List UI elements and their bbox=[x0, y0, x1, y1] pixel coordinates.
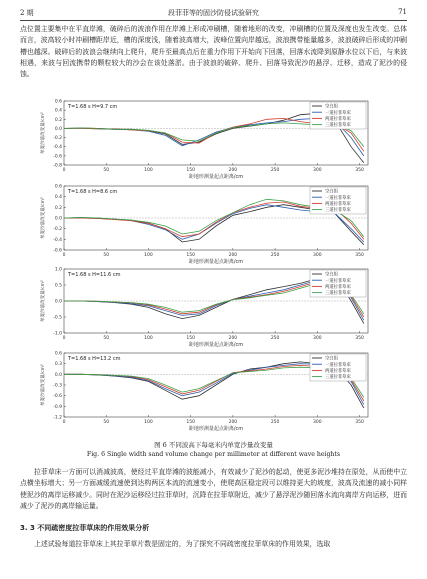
x-tick-label: 300 bbox=[313, 168, 322, 173]
legend-label: 三道拉菲草床 bbox=[325, 123, 351, 129]
legend-label: 空白组 bbox=[325, 272, 338, 278]
x-tick-label: 50 bbox=[103, 336, 110, 341]
legend-label: 三道拉菲草床 bbox=[325, 375, 351, 381]
y-tick-label: -0.9 bbox=[53, 404, 62, 410]
chart-svg-4 bbox=[38, 349, 384, 437]
y-tick-label: -0.6 bbox=[53, 394, 62, 400]
y-axis-label: 单宽沙量改变量/cm² bbox=[41, 197, 46, 239]
x-tick-label: 300 bbox=[313, 336, 322, 341]
x-tick-label: 250 bbox=[270, 336, 280, 341]
y-tick-label: 0.3 bbox=[54, 362, 62, 368]
legend-label: 三道拉菲草床 bbox=[325, 208, 351, 214]
x-tick-label: 200 bbox=[228, 253, 238, 258]
y-tick-label: 0.2 bbox=[54, 205, 62, 211]
x-tick-label: 150 bbox=[186, 253, 195, 258]
x-tick-label: 50 bbox=[103, 253, 110, 258]
paragraph-top: 点位置主要集中在平直岸滩，破碎后的波浪作用在岸滩上形成冲刷槽，随着地形的改变，冲刷槽的位置及深度也发生改变。总体而言，波高较小时冲刷槽距岸近，槽的深度浅，随着波高增大，波峰位置向岸越远，波浪携带能量越多，波浪破碎后形成的冲刷槽也越深。破碎后的波浪会继续向上爬升，爬升至最高点后在重力作用下开始向下回落，回落水流降到原静水位以下后，与来波相遇，来波与回流携带的颗粒较大的沙会在该处落淤。由于波浪的破碎、爬升、回落导致泥沙的悬浮、迁移，造成了泥沙的侵蚀。 bbox=[20, 25, 407, 79]
section-heading: 3. 3 不同疏密度拉菲草床的作用效果分析 bbox=[20, 524, 150, 532]
x-tick-label: 350 bbox=[355, 168, 364, 173]
legend-label: 一道拉菲草床 bbox=[325, 110, 351, 116]
chart-svg-2 bbox=[38, 182, 384, 270]
y-tick-label: -0.8 bbox=[53, 163, 62, 169]
x-axis-label: 距地形测量起点距离/cm bbox=[188, 259, 244, 265]
paragraph-last: 上述试验每道拉菲草床上其拉菲草片数是固定的，为了探究不同疏密度拉菲草床的作用效果，选取 bbox=[34, 540, 331, 548]
panel-annotation: T=1.68 s H=11.6 cm bbox=[68, 272, 121, 278]
x-tick-label: 100 bbox=[144, 420, 153, 425]
x-tick-label: 0 bbox=[62, 168, 66, 173]
x-tick-label: 100 bbox=[144, 253, 153, 258]
legend-label: 两道拉菲草床 bbox=[325, 117, 351, 122]
x-tick-label: 150 bbox=[186, 336, 195, 341]
x-tick-label: 150 bbox=[186, 420, 195, 425]
x-tick-label: 200 bbox=[228, 420, 238, 425]
y-tick-label: 0.5 bbox=[54, 283, 62, 289]
x-tick-label: 50 bbox=[103, 420, 110, 425]
chart-panel-3 bbox=[38, 265, 384, 353]
x-tick-label: 250 bbox=[270, 253, 280, 258]
chart-panel-1 bbox=[38, 97, 384, 185]
figure-caption-cn: 图 6 不同波高下每毫米内单宽沙量改变量 bbox=[154, 441, 273, 449]
legend-label: 空白组 bbox=[325, 104, 338, 110]
y-tick-label: 0.0 bbox=[54, 126, 62, 132]
issue-number: 2 期 bbox=[20, 9, 34, 17]
y-tick-label: 1.0 bbox=[54, 267, 62, 273]
x-tick-label: 300 bbox=[313, 253, 322, 258]
x-tick-label: 150 bbox=[186, 168, 195, 173]
y-tick-label: 0.0 bbox=[54, 216, 62, 222]
chart-panel-4 bbox=[38, 349, 384, 437]
panel-annotation: T=1.68 s H=9.7 cm bbox=[68, 104, 118, 110]
x-tick-label: 250 bbox=[270, 168, 280, 173]
figure-caption-en: Fig. 6 Single width sand volume change per millimeter at different wave heights bbox=[86, 451, 341, 458]
legend-label: 空白组 bbox=[325, 356, 338, 362]
y-axis-label: 单宽沙量改变量/cm² bbox=[41, 280, 46, 322]
header-rule bbox=[20, 20, 407, 21]
x-axis-label: 距地形测量起点距离/cm bbox=[188, 342, 244, 348]
x-tick-label: 0 bbox=[62, 253, 66, 258]
y-tick-label: 0.0 bbox=[54, 299, 62, 305]
x-tick-label: 0 bbox=[62, 420, 66, 425]
y-tick-label: -0.2 bbox=[53, 227, 62, 233]
y-tick-label: -0.6 bbox=[53, 248, 62, 254]
y-tick-label: -0.6 bbox=[53, 154, 62, 160]
legend-label: 两道拉菲草床 bbox=[325, 202, 351, 207]
running-header bbox=[20, 8, 407, 20]
legend-label: 一道拉菲草床 bbox=[325, 195, 351, 201]
legend-label: 一道拉菲草床 bbox=[325, 362, 351, 368]
y-tick-label: 0.6 bbox=[54, 351, 62, 357]
panel-annotation: T=1.68 s H=8.6 cm bbox=[68, 189, 118, 195]
legend-label: 一道拉菲草床 bbox=[325, 278, 351, 284]
x-axis-label: 距地形测量起点距离/cm bbox=[188, 426, 244, 432]
y-axis-label: 单宽沙量改变量/cm² bbox=[41, 112, 46, 154]
x-tick-label: 200 bbox=[228, 336, 238, 341]
y-tick-label: -1.2 bbox=[53, 415, 62, 421]
paragraph-bottom: 拉菲草床一方面可以消减波高，使经过平直岸滩的波能减小，有效减少了泥沙的起动，使更多泥沙堆持在原处，从而使中立点横坐标增大；另一方面减缓流速使到达构两区本流的流速变小，使爬高区稳定段可以维持更大的坡度，波高及流速的减小同样使泥沙的离岸运移减少。同时在泥沙运移经过拉菲草时，沉降在拉菲草附近，减少了悬浮泥沙随回落水流向离岸方向运移，进而减少了泥沙的离岸输运量。 bbox=[20, 468, 407, 510]
legend-label: 三道拉菲草床 bbox=[325, 291, 351, 297]
x-tick-label: 350 bbox=[355, 253, 364, 258]
x-tick-label: 350 bbox=[355, 336, 364, 341]
x-axis-label: 距地形测量起点距离/cm bbox=[188, 174, 244, 180]
x-tick-label: 100 bbox=[144, 336, 153, 341]
legend-label: 两道拉菲草床 bbox=[325, 369, 351, 374]
x-tick-label: 350 bbox=[355, 420, 364, 425]
y-tick-label: 0.4 bbox=[54, 108, 62, 114]
legend-label: 两道拉菲草床 bbox=[325, 285, 351, 290]
chart-panel-2 bbox=[38, 182, 384, 270]
y-tick-label: -0.3 bbox=[53, 383, 62, 389]
y-tick-label: 0.6 bbox=[54, 184, 62, 190]
y-tick-label: -1.0 bbox=[53, 331, 62, 337]
y-tick-label: -0.4 bbox=[53, 237, 62, 243]
x-tick-label: 50 bbox=[103, 168, 110, 173]
page-number: 71 bbox=[398, 8, 407, 16]
y-tick-label: -0.2 bbox=[53, 136, 62, 142]
y-tick-label: 0.2 bbox=[54, 117, 62, 123]
panel-annotation: T=1.68 s H=13.2 cm bbox=[68, 356, 121, 362]
x-tick-label: 0 bbox=[62, 336, 66, 341]
y-tick-label: -0.5 bbox=[53, 315, 62, 321]
x-tick-label: 200 bbox=[228, 168, 238, 173]
y-tick-label: 0.0 bbox=[54, 372, 62, 378]
x-tick-label: 300 bbox=[313, 420, 322, 425]
legend-label: 空白组 bbox=[325, 189, 338, 195]
y-tick-label: 0.4 bbox=[54, 195, 62, 201]
y-tick-label: 0.6 bbox=[54, 99, 62, 105]
x-tick-label: 100 bbox=[144, 168, 153, 173]
journal-title: 段菲菲等的固沙防侵试验研究 bbox=[168, 9, 259, 17]
y-axis-label: 单宽沙量改变量/cm² bbox=[41, 364, 46, 406]
y-tick-label: -0.4 bbox=[53, 145, 62, 151]
chart-svg-3 bbox=[38, 265, 384, 353]
x-tick-label: 250 bbox=[270, 420, 280, 425]
chart-svg-1 bbox=[38, 97, 384, 185]
